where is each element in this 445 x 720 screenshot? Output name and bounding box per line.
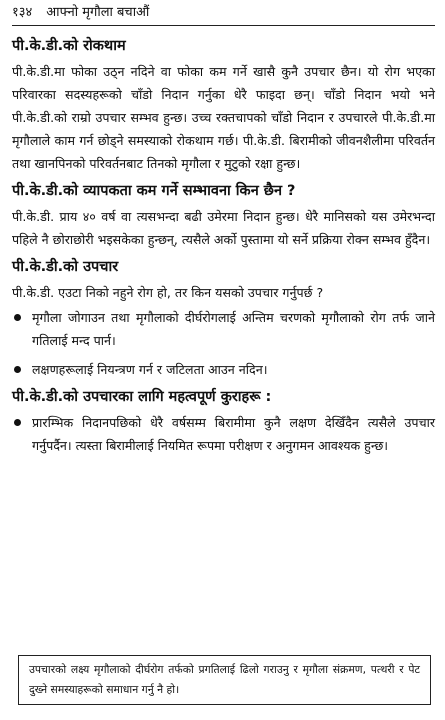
- section-prevention: [12, 36, 435, 175]
- running-header: [12, 4, 435, 26]
- summary-note-box: उपचारको लक्ष्य मृगौलाको दीर्घरोग तर्फको प्रगतिलाई ढिलो गराउनु र मृगौला संक्रमण, पत्थरी र पेट दुख्ने समस्याहरूको समाधान गर्नु नै हो।: [18, 655, 431, 705]
- list-item-text: प्रारम्भिक निदानपछिको धेरै वर्षसम्म बिरामीमा कुनै लक्षण देखिँदैन त्यसैले उपचार गर्नुपर्दैन। त्यस्ता बिरामीलाई नियमित रूपमा परीक्षण र अनुगमन आवश्यक हुन्छ।: [32, 415, 435, 453]
- treatment-list: [12, 306, 435, 381]
- bullet-icon: [14, 366, 21, 373]
- section-important-points: [12, 387, 435, 457]
- list-item-text: लक्षणहरूलाई नियन्त्रण गर्न र जटिलता आउन नदिन।: [32, 362, 268, 377]
- list-item-text: मृगौला जोगाउन तथा मृगौलाको दीर्घरोगलाई अन्तिम चरणको मृगौलाको रोग तर्फ जाने गतिलाई मन्द पार्न।: [32, 310, 435, 348]
- list-item: [12, 358, 435, 381]
- section-paragraph: पी.के.डी. एउटा निको नहुने रोग हो, तर किन यसको उपचार गर्नुपर्छ ?: [12, 285, 324, 300]
- bullet-icon: [14, 419, 21, 426]
- list-item: [12, 411, 435, 457]
- bullet-icon: [14, 314, 21, 321]
- page-number: १३४: [12, 5, 33, 20]
- section-treatment: [12, 257, 435, 381]
- section-heading: पी.के.डी.को व्यापकता कम गर्ने सम्भावना किन छैन ?: [12, 183, 296, 199]
- list-item: [12, 306, 435, 352]
- section-heading: पी.के.डी.को उपचार: [12, 259, 119, 275]
- section-heading: पी.के.डी.को रोकथाम: [12, 38, 126, 54]
- section-heading: पी.के.डी.को उपचारका लागि महत्वपूर्ण कुराहरू :: [12, 389, 272, 405]
- section-prevalence: [12, 181, 435, 251]
- section-paragraph: पी.के.डी.मा फोका उठ्न नदिने वा फोका कम गर्ने खासै कुनै उपचार छैन। यो रोग भएका परिवारका सदस्यहरूको चाँडो निदान गर्नुका धेरै फाइदा छन्। चाँडो निदान भयो भने पी.के.डी.को राम्रो उपचार सम्भव हुन्छ। उच्च रक्तचापको चाँडो निदान र उपचारले पी.के.डी.मा मृगौलाले काम गर्न छोड्ने समस्याको रोकथाम गर्छ। पी.के.डी. बिरामीको जीवनशैलीमा परिवर्तन तथा खानपिनको परिवर्तनबाट तिनको मृगौला र मुटुको रक्षा हुन्छ।: [12, 64, 435, 171]
- book-title: आफ्नो मृगौला बचाऔं: [46, 5, 150, 20]
- important-points-list: [12, 411, 435, 457]
- section-paragraph: पी.के.डी. प्राय ४० वर्ष वा त्यसभन्दा बढी उमेरमा निदान हुन्छ। धेरै मानिसको यस उमेरभन्दा पहिले नै छोराछोरी भइसकेका हुन्छन्, त्यसैले अर्को पुस्तामा यो सर्ने प्रक्रिया रोक्न सम्भव हुँदैन।: [12, 209, 435, 247]
